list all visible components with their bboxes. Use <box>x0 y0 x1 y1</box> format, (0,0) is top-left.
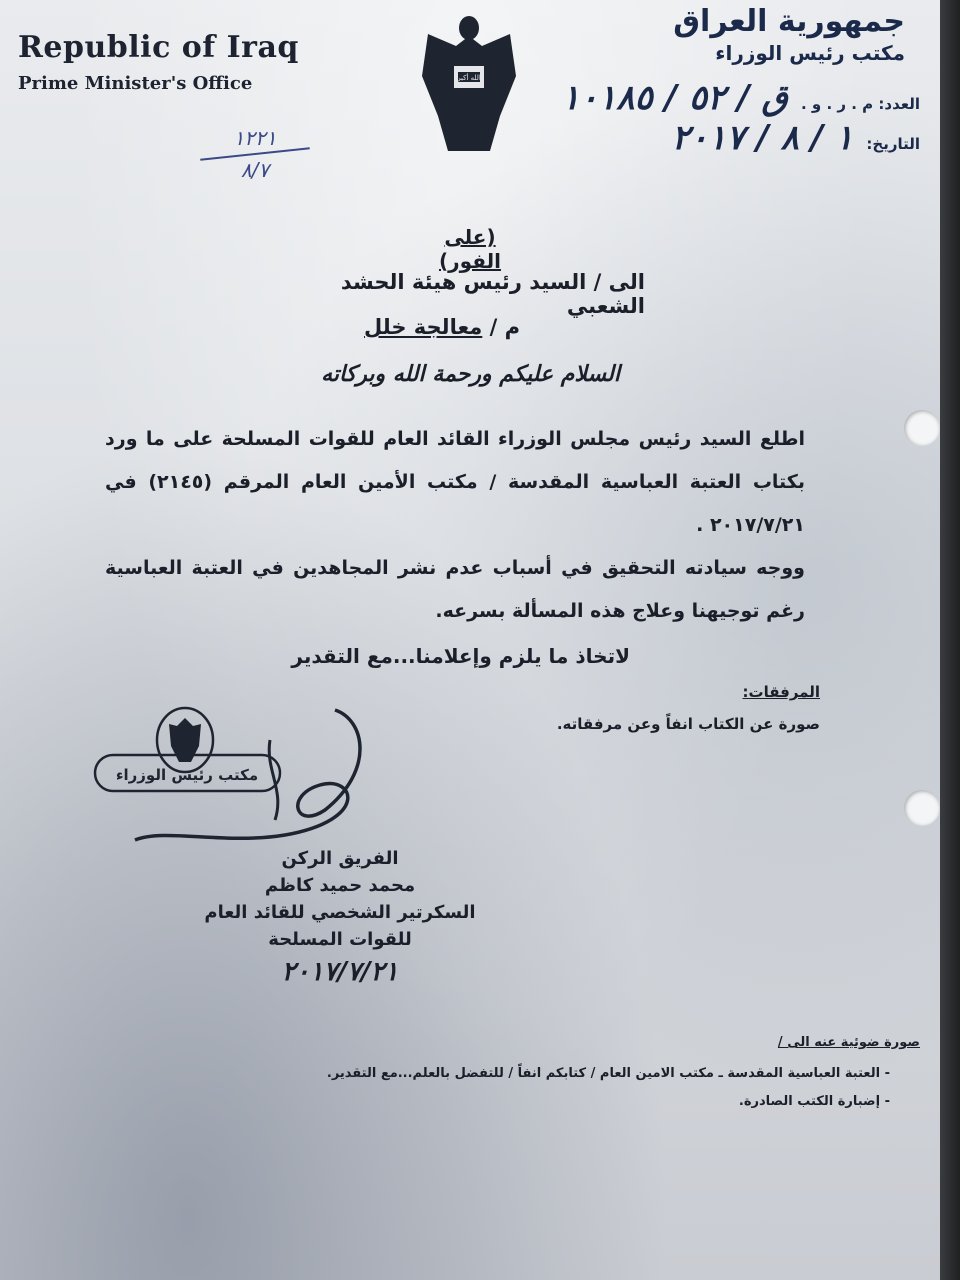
recipient-line: الى / السيد رئيس هيئة الحشد الشعبي <box>340 270 645 318</box>
closing-line: لاتخاذ ما يلزم وإعلامنا...مع التقدير <box>291 644 630 668</box>
copies-heading: صورة ضوئية عنه الى / <box>777 1035 920 1050</box>
header-arabic <box>575 4 905 65</box>
signature-block <box>180 845 500 986</box>
signer-title-2: للقوات المسلحة <box>268 929 412 950</box>
copies-list <box>190 1060 890 1116</box>
header-arabic-line2: مكتب رئيس الوزراء <box>715 41 905 65</box>
signer-name: محمد حميد كاظم <box>264 875 416 896</box>
letter-body <box>105 418 805 633</box>
punch-hole <box>904 410 940 446</box>
official-stamp-and-signature <box>85 700 395 850</box>
signer-date: ٢٠١٧/٧/٢١ <box>281 957 399 987</box>
list-item: - العتبة العباسية المقدسة ـ مكتب الامين العام / كتابكم انفاً / للتفضل بالعلم...مع التقدير. <box>190 1060 890 1088</box>
handwritten-note <box>200 125 310 183</box>
table-edge <box>940 0 960 1280</box>
punch-hole <box>904 790 940 826</box>
reference-number-row <box>562 78 921 118</box>
header-english-line2: Prime Minister's Office <box>18 73 253 94</box>
handwritten-note-bottom: ٨/٧ <box>240 158 270 182</box>
greeting: السلام عليكم ورحمة الله وبركاته <box>321 362 620 387</box>
paragraph: ووجه سيادته التحقيق في أسباب عدم نشر المجاهدين في العتبة العباسية رغم توجيهنا وعلاج هذه المسألة بسرعه. <box>105 557 805 622</box>
reference-date-label: التاريخ: <box>866 135 920 153</box>
urgent-label: (على الفور) <box>439 225 501 273</box>
emblem-text: الله أكبر <box>457 74 481 82</box>
subject-text: معالجة خلل <box>364 315 483 339</box>
subject-line <box>260 315 520 339</box>
reference-date-value: ١ / ٨ / ٢٠١٧ <box>671 118 854 158</box>
attachments-text: صورة عن الكتاب انفاً وعن مرفقاته. <box>556 715 820 733</box>
paragraph: اطلع السيد رئيس مجلس الوزراء القائد العام للقوات المسلحة على ما ورد بكتاب العتبة العباسية المقدسة / مكتب الأمين العام المرقم (٢١٤٥) في ٢٠١٧/٧/٢١ . <box>105 428 805 536</box>
reference-number-label: العدد: م . ر . و . <box>801 95 920 113</box>
signer-rank: الفريق الركن <box>281 848 399 869</box>
signature-stroke-icon <box>269 740 278 820</box>
eagle-emblem-icon <box>418 6 520 156</box>
subject-prefix: م / <box>489 315 520 339</box>
list-item: - إضبارة الكتب الصادرة. <box>190 1088 890 1116</box>
header-arabic-line1: جمهورية العراق <box>673 4 905 39</box>
header-english <box>18 30 299 94</box>
handwritten-note-top: ١٢٢١ <box>233 126 277 150</box>
signer-title: السكرتير الشخصي للقائد العام <box>204 902 476 923</box>
header-english-line1: Republic of Iraq <box>18 30 299 65</box>
reference-date-row <box>672 118 920 158</box>
attachments-heading: المرفقات: <box>742 683 820 701</box>
reference-number-value: ق / ٥٢ / ١٠١٨٥ <box>561 78 788 118</box>
stamp-label: مكتب رئيس الوزراء <box>115 766 259 784</box>
